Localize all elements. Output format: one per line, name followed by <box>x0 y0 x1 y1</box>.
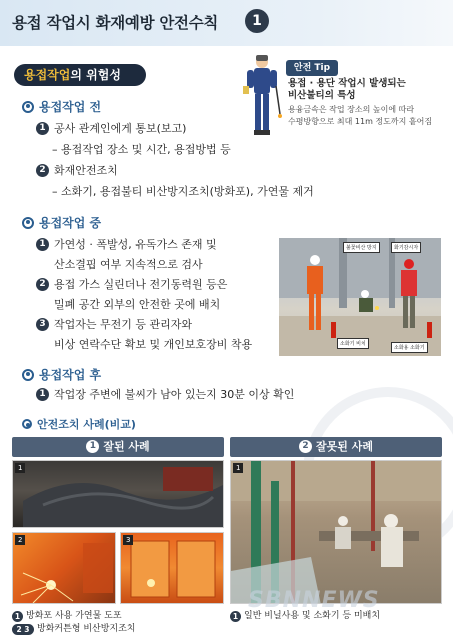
during-item-1 <box>36 237 217 272</box>
tip-title-line1: 용접 · 용단 작업시 발생되는 <box>288 78 406 89</box>
number-1-icon: 1 <box>36 238 49 251</box>
good-case-label: 잘된 사례 <box>103 440 150 453</box>
photo-label-spark-prevention: 불꽃비산 방지 <box>343 242 380 253</box>
good-photo-1 <box>12 460 224 528</box>
good-photo-3 <box>120 532 224 604</box>
section-before-heading <box>22 98 101 115</box>
photo-tag: 1 <box>233 463 243 473</box>
number-2-3-icon: 2 3 <box>12 624 34 635</box>
before-item-2-text: 화재안전조치 <box>54 164 118 177</box>
photo-label-extinguisher-2: 소화용 소화기 <box>391 342 428 353</box>
bad-photo-1 <box>230 460 442 604</box>
gear-icon <box>22 217 34 229</box>
number-1-icon: 1 <box>230 611 241 622</box>
risk-badge-accent: 용접작업 <box>24 68 71 82</box>
section-after-heading <box>22 366 101 383</box>
during-item-3-line2: 비상 연락수단 확보 및 개인보호장비 착용 <box>54 338 253 351</box>
tip-title-line2: 비산불티의 특성 <box>288 90 356 101</box>
section-before-label: 용접작업 전 <box>39 100 102 114</box>
good-caption-2-text: 방화커튼형 비산방지조치 <box>37 624 136 634</box>
number-2-icon: 2 <box>36 278 49 291</box>
gear-icon <box>22 369 34 381</box>
number-1-icon: 1 <box>86 440 99 453</box>
compare-heading <box>22 416 136 432</box>
photo-label-extinguisher: 소화기 비치 <box>337 338 369 349</box>
before-item-1-text: 공사 관계인에게 통보(보고) <box>54 122 187 135</box>
during-item-2-line1: 용접 가스 실린더나 전기동력원 등은 <box>54 278 228 291</box>
page-header <box>0 0 453 46</box>
good-caption-1 <box>12 610 122 622</box>
tip-body-line1: 용융금속은 작업 장소의 높이에 따라 <box>288 105 415 114</box>
improper-welding-site-illustration <box>231 461 442 604</box>
watermark: SBNNEWS <box>248 588 380 613</box>
gear-icon <box>22 419 32 429</box>
welder-illustration <box>242 54 282 140</box>
photo-label-fire-watch: 화기감시자 <box>391 242 421 253</box>
photo-tag: 1 <box>15 463 25 473</box>
number-1-icon: 1 <box>12 611 23 622</box>
gear-icon <box>22 101 34 113</box>
compare-heading-label: 안전조치 사례(비교) <box>37 418 136 431</box>
during-item-2-line2: 밀폐 공간 외부의 안전한 곳에 배치 <box>54 298 221 311</box>
good-case-header <box>12 437 224 457</box>
after-item-1-text: 작업장 주변에 불씨가 남아 있는지 30분 이상 확인 <box>54 388 295 401</box>
before-item-2-sub: – 소화기, 용접불티 비산방지조치(방화포), 가연물 제거 <box>52 185 314 198</box>
tip-body <box>288 104 448 128</box>
bad-caption-1-text: 일반 비닐사용 및 소화기 등 미배치 <box>244 611 381 621</box>
photo-tag: 2 <box>15 535 25 545</box>
title-number-badge: 1 <box>245 9 269 33</box>
good-caption-2 <box>12 623 136 635</box>
number-2-icon: 2 <box>299 440 312 453</box>
tip-body-line2: 수평방향으로 최대 11m 정도까지 흩어짐 <box>288 117 433 126</box>
number-1-icon: 1 <box>36 388 49 401</box>
tip-title <box>288 78 448 102</box>
safety-tip-box <box>282 60 446 132</box>
number-1-icon: 1 <box>36 122 49 135</box>
before-item-1 <box>36 121 186 136</box>
section-after-label: 용접작업 후 <box>39 368 102 382</box>
risk-badge-rest: 의 위험성 <box>70 68 121 82</box>
fire-blanket-illustration <box>13 461 224 528</box>
page-title: 용접 작업시 화재예방 안전수칙 <box>12 14 219 32</box>
number-2-icon: 2 <box>36 164 49 177</box>
photo-tag: 3 <box>123 535 133 545</box>
during-item-1-line2: 산소결핍 여부 지속적으로 검사 <box>54 258 203 271</box>
tip-label: 안전 Tip <box>286 60 338 76</box>
during-item-3 <box>36 317 252 352</box>
fire-curtain-sparks-illustration <box>13 533 116 604</box>
bad-case-label: 잘못된 사례 <box>316 440 373 453</box>
before-item-1-sub: – 용접작업 장소 및 시간, 용접방법 등 <box>52 143 231 156</box>
good-photo-2 <box>12 532 116 604</box>
section-during-heading <box>22 214 101 231</box>
risk-section-badge <box>14 64 146 86</box>
bad-case-header <box>230 437 442 457</box>
during-item-1-line1: 가연성 · 폭발성, 유독가스 존재 및 <box>54 238 217 251</box>
before-item-2 <box>36 163 118 178</box>
good-caption-1-text: 방화포 사용 가연물 도포 <box>26 611 122 621</box>
after-item-1 <box>36 387 294 402</box>
section-during-label: 용접작업 중 <box>39 216 102 230</box>
during-item-2 <box>36 277 227 312</box>
fire-curtain-illustration <box>121 533 224 604</box>
during-item-3-line1: 작업자는 무전기 등 관리자와 <box>54 318 193 331</box>
welding-site-photo <box>279 238 441 356</box>
number-3-icon: 3 <box>36 318 49 331</box>
